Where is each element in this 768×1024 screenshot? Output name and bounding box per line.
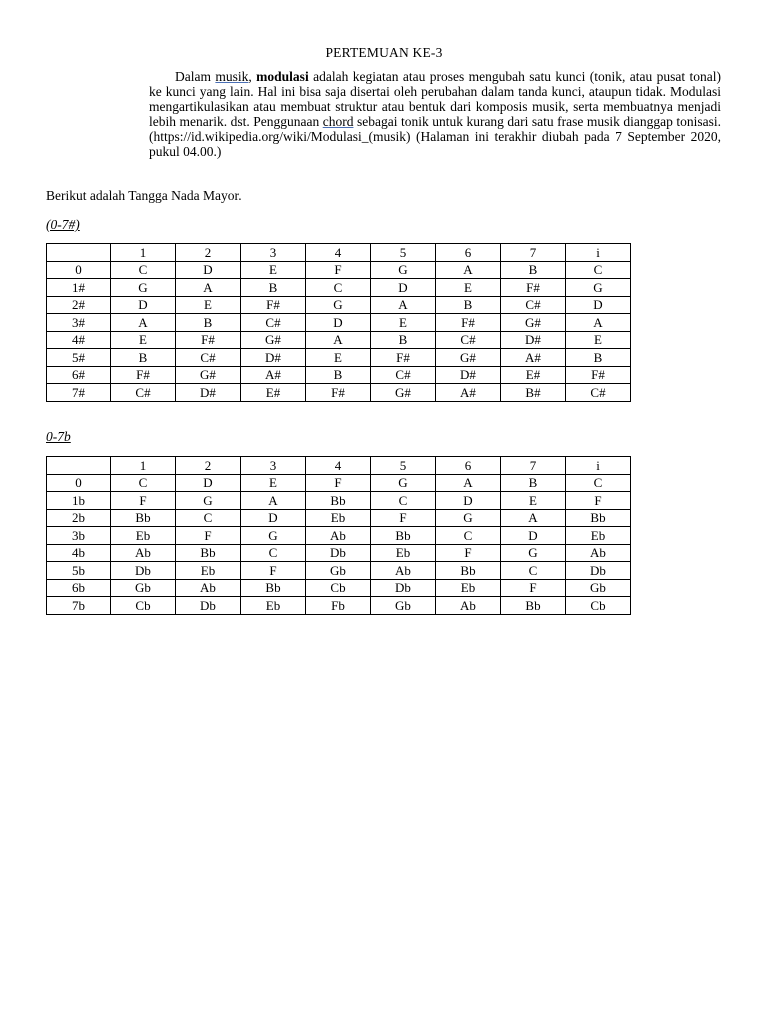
flat-header-cell: 3: [241, 457, 306, 475]
table-cell: C: [111, 261, 176, 279]
table-cell: B#: [501, 384, 566, 402]
flat-header-cell: 5: [371, 457, 436, 475]
table-row: [47, 562, 631, 580]
table-cell: Fb: [306, 597, 371, 615]
table-cell: Gb: [371, 597, 436, 615]
sharp-header-cell: 1: [111, 244, 176, 262]
table-cell: 0: [47, 261, 111, 279]
table-row: [47, 279, 631, 297]
sharp-header-cell: 5: [371, 244, 436, 262]
table-cell: G: [436, 509, 501, 527]
table-cell: Bb: [176, 544, 241, 562]
paragraph-text-4: sebagai tonik untuk kurang dari satu frase musik dianggap tonisasi. (https://id.wikipedia.org/wiki/Modulasi_(musik) (Halaman ini terakhir diubah pada 7 September 2020, pukul 04.00.): [149, 113, 721, 159]
table-cell: 7b: [47, 597, 111, 615]
table-cell: C: [436, 527, 501, 545]
table-cell: B: [566, 349, 631, 367]
table-cell: C#: [371, 366, 436, 384]
table-cell: C: [501, 562, 566, 580]
sharp-header-cell: [47, 244, 111, 262]
modulasi-term: modulasi: [256, 69, 309, 84]
flat-header-row: [47, 457, 631, 475]
table-cell: D: [241, 509, 306, 527]
table-cell: C: [566, 261, 631, 279]
table-cell: F: [436, 544, 501, 562]
table-cell: E: [241, 261, 306, 279]
sharp-section-label: (0-7#): [46, 217, 80, 232]
table-row: [47, 384, 631, 402]
table-cell: F: [176, 527, 241, 545]
table-cell: A#: [241, 366, 306, 384]
table-cell: A: [436, 261, 501, 279]
table-cell: C#: [566, 384, 631, 402]
table-row: [47, 527, 631, 545]
flat-scale-table: [46, 456, 631, 615]
table-cell: G: [371, 261, 436, 279]
table-cell: G: [566, 279, 631, 297]
table-row: [47, 331, 631, 349]
table-cell: 7#: [47, 384, 111, 402]
paragraph-text-1: Dalam: [175, 69, 216, 84]
table-row: [47, 296, 631, 314]
table-cell: B: [241, 279, 306, 297]
table-cell: F#: [176, 331, 241, 349]
table-cell: Eb: [566, 527, 631, 545]
table-row: [47, 349, 631, 367]
table-cell: A: [111, 314, 176, 332]
table-cell: 3#: [47, 314, 111, 332]
table-cell: Ab: [111, 544, 176, 562]
table-cell: A#: [436, 384, 501, 402]
table-cell: C#: [241, 314, 306, 332]
flat-header-cell: 6: [436, 457, 501, 475]
table-cell: B: [501, 474, 566, 492]
table-cell: Db: [371, 579, 436, 597]
table-cell: Db: [306, 544, 371, 562]
table-cell: Ab: [306, 527, 371, 545]
intro-line: Berikut adalah Tangga Nada Mayor.: [46, 188, 242, 203]
table-cell: F: [371, 509, 436, 527]
paragraph-text-3: adalah kegiatan atau proses mengubah satu kunci (tonik, atau pusat tonal) ke kunci yang lain. Hal ini bisa saja disertai oleh perubahan dalam tanda kunci, ataupun tidak. Modulasi mengartikulasikan atau membuat struktur atau bentuk dari komposis musik, serta membuatnya menjadi lebih menarik. dst. Penggunaan: [149, 69, 721, 129]
body-paragraph: [149, 70, 721, 159]
table-cell: D#: [241, 349, 306, 367]
table-row: [47, 579, 631, 597]
flat-header-cell: 4: [306, 457, 371, 475]
table-cell: F: [501, 579, 566, 597]
table-cell: G#: [371, 384, 436, 402]
table-cell: E#: [501, 366, 566, 384]
table-cell: D: [436, 492, 501, 510]
table-cell: C#: [111, 384, 176, 402]
table-cell: F: [111, 492, 176, 510]
table-cell: 2#: [47, 296, 111, 314]
table-cell: 4b: [47, 544, 111, 562]
table-cell: G#: [241, 331, 306, 349]
table-cell: A: [176, 279, 241, 297]
table-cell: D#: [436, 366, 501, 384]
table-row: [47, 314, 631, 332]
table-cell: E: [566, 331, 631, 349]
table-cell: C#: [176, 349, 241, 367]
table-cell: F#: [306, 384, 371, 402]
table-row: [47, 492, 631, 510]
table-cell: Bb: [241, 579, 306, 597]
flat-header-cell: 7: [501, 457, 566, 475]
table-cell: G: [306, 296, 371, 314]
table-cell: F#: [371, 349, 436, 367]
table-cell: F: [241, 562, 306, 580]
table-cell: A#: [501, 349, 566, 367]
table-cell: 6b: [47, 579, 111, 597]
flat-header-cell: 2: [176, 457, 241, 475]
page-title: PERTEMUAN KE-3: [325, 45, 443, 60]
table-row: [47, 509, 631, 527]
table-cell: C#: [436, 331, 501, 349]
table-cell: Eb: [436, 579, 501, 597]
flat-section-label: 0-7b: [46, 429, 71, 444]
sharp-header-cell: 4: [306, 244, 371, 262]
sharp-header-cell: i: [566, 244, 631, 262]
table-cell: Cb: [111, 597, 176, 615]
table-cell: D: [176, 261, 241, 279]
musik-link[interactable]: musik: [215, 69, 249, 84]
table-cell: 5#: [47, 349, 111, 367]
table-cell: D: [176, 474, 241, 492]
table-cell: C: [306, 279, 371, 297]
table-cell: G#: [436, 349, 501, 367]
table-cell: E: [176, 296, 241, 314]
table-cell: Cb: [306, 579, 371, 597]
table-cell: A: [501, 509, 566, 527]
table-cell: 2b: [47, 509, 111, 527]
table-cell: C: [566, 474, 631, 492]
table-cell: Bb: [566, 509, 631, 527]
table-cell: E: [371, 314, 436, 332]
table-cell: Bb: [306, 492, 371, 510]
table-cell: A: [241, 492, 306, 510]
table-cell: E#: [241, 384, 306, 402]
table-cell: 6#: [47, 366, 111, 384]
table-cell: C: [176, 509, 241, 527]
table-cell: Db: [111, 562, 176, 580]
table-cell: F: [306, 261, 371, 279]
table-cell: E: [306, 349, 371, 367]
table-cell: B: [111, 349, 176, 367]
sharp-header-cell: 6: [436, 244, 501, 262]
table-cell: A: [436, 474, 501, 492]
table-cell: Ab: [436, 597, 501, 615]
table-cell: 4#: [47, 331, 111, 349]
table-cell: B: [436, 296, 501, 314]
table-cell: C#: [501, 296, 566, 314]
table-cell: D: [501, 527, 566, 545]
flat-header-cell: 1: [111, 457, 176, 475]
table-cell: D: [566, 296, 631, 314]
table-cell: E: [436, 279, 501, 297]
flat-header-cell: [47, 457, 111, 475]
table-cell: G#: [176, 366, 241, 384]
table-cell: Db: [566, 562, 631, 580]
table-cell: A: [566, 314, 631, 332]
table-cell: Eb: [371, 544, 436, 562]
table-cell: A: [371, 296, 436, 314]
table-cell: C: [111, 474, 176, 492]
table-cell: Eb: [306, 509, 371, 527]
table-cell: Gb: [111, 579, 176, 597]
table-cell: 1#: [47, 279, 111, 297]
chord-link[interactable]: chord: [322, 113, 354, 129]
table-cell: 1b: [47, 492, 111, 510]
table-cell: Ab: [371, 562, 436, 580]
table-cell: F#: [111, 366, 176, 384]
table-cell: A: [306, 331, 371, 349]
table-row: [47, 366, 631, 384]
table-cell: G: [241, 527, 306, 545]
table-cell: Eb: [176, 562, 241, 580]
sharp-header-cell: 7: [501, 244, 566, 262]
sharp-header-row: [47, 244, 631, 262]
table-cell: B: [371, 331, 436, 349]
table-cell: D: [371, 279, 436, 297]
table-cell: C: [371, 492, 436, 510]
table-cell: D: [111, 296, 176, 314]
table-cell: Bb: [501, 597, 566, 615]
table-cell: Cb: [566, 597, 631, 615]
table-cell: Eb: [241, 597, 306, 615]
table-cell: E: [111, 331, 176, 349]
table-cell: Db: [176, 597, 241, 615]
table-cell: 0: [47, 474, 111, 492]
table-cell: G: [176, 492, 241, 510]
table-cell: G: [371, 474, 436, 492]
flat-header-cell: i: [566, 457, 631, 475]
table-row: [47, 544, 631, 562]
table-cell: D#: [501, 331, 566, 349]
table-cell: Bb: [111, 509, 176, 527]
table-cell: B: [501, 261, 566, 279]
table-cell: Gb: [306, 562, 371, 580]
table-cell: Ab: [566, 544, 631, 562]
sharp-header-cell: 3: [241, 244, 306, 262]
table-cell: Ab: [176, 579, 241, 597]
table-cell: Gb: [566, 579, 631, 597]
table-cell: G#: [501, 314, 566, 332]
table-cell: F#: [436, 314, 501, 332]
table-cell: F#: [501, 279, 566, 297]
table-cell: F#: [566, 366, 631, 384]
table-row: [47, 597, 631, 615]
table-cell: E: [501, 492, 566, 510]
table-cell: G: [501, 544, 566, 562]
table-cell: 3b: [47, 527, 111, 545]
table-cell: D: [306, 314, 371, 332]
table-cell: D#: [176, 384, 241, 402]
sharp-header-cell: 2: [176, 244, 241, 262]
table-cell: 5b: [47, 562, 111, 580]
table-cell: E: [241, 474, 306, 492]
table-cell: F: [566, 492, 631, 510]
table-cell: C: [241, 544, 306, 562]
table-cell: F#: [241, 296, 306, 314]
table-cell: Bb: [436, 562, 501, 580]
table-row: [47, 261, 631, 279]
table-cell: G: [111, 279, 176, 297]
sharp-scale-table: [46, 243, 631, 402]
table-cell: Bb: [371, 527, 436, 545]
table-cell: Eb: [111, 527, 176, 545]
table-row: [47, 474, 631, 492]
paragraph-text-2: ,: [248, 69, 257, 84]
table-cell: B: [176, 314, 241, 332]
table-cell: F: [306, 474, 371, 492]
table-cell: B: [306, 366, 371, 384]
